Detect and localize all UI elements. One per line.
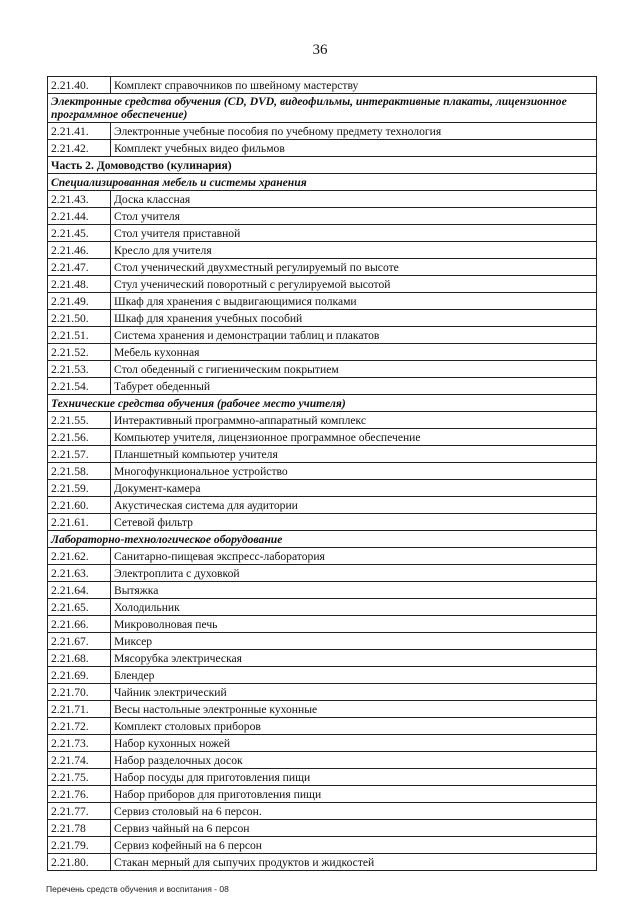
table-row — [48, 769, 597, 786]
section-heading: Специализированная мебель и системы хранения — [48, 174, 597, 191]
table-row — [48, 429, 597, 446]
item-number: 2.21.49. — [48, 293, 111, 310]
table-row — [48, 684, 597, 701]
item-number: 2.21.52. — [48, 344, 111, 361]
table-row — [48, 412, 597, 429]
section-heading: Технические средства обучения (рабочее место учителя) — [48, 395, 597, 412]
table-row — [48, 77, 597, 94]
item-number: 2.21.65. — [48, 599, 111, 616]
item-number: 2.21.43. — [48, 191, 111, 208]
item-name: Компьютер учителя, лицензионное программное обеспечение — [111, 429, 597, 446]
item-name: Блендер — [111, 667, 597, 684]
equipment-table-body — [48, 77, 597, 871]
item-number: 2.21.63. — [48, 565, 111, 582]
item-name: Набор кухонных ножей — [111, 735, 597, 752]
item-name: Сервиз столовый на 6 персон. — [111, 803, 597, 820]
item-name: Документ-камера — [111, 480, 597, 497]
item-number: 2.21.62. — [48, 548, 111, 565]
item-name: Микроволновая печь — [111, 616, 597, 633]
table-row — [48, 361, 597, 378]
table-row — [48, 480, 597, 497]
item-number: 2.21.57. — [48, 446, 111, 463]
item-name: Вытяжка — [111, 582, 597, 599]
item-number: 2.21.54. — [48, 378, 111, 395]
item-name: Кресло для учителя — [111, 242, 597, 259]
table-row — [48, 599, 597, 616]
item-number: 2.21.46. — [48, 242, 111, 259]
table-row — [48, 718, 597, 735]
table-row — [48, 344, 597, 361]
item-name: Табурет обеденный — [111, 378, 597, 395]
table-row — [48, 701, 597, 718]
table-row — [48, 378, 597, 395]
table-row — [48, 582, 597, 599]
table-row — [48, 650, 597, 667]
item-number: 2.21.66. — [48, 616, 111, 633]
item-number: 2.21.76. — [48, 786, 111, 803]
part-heading: Часть 2. Домоводство (кулинария) — [48, 157, 597, 174]
item-name: Сетевой фильтр — [111, 514, 597, 531]
item-number: 2.21.64. — [48, 582, 111, 599]
table-row — [48, 803, 597, 820]
section-heading-row — [48, 531, 597, 548]
section-heading-row — [48, 395, 597, 412]
table-row — [48, 242, 597, 259]
item-name: Стол учителя приставной — [111, 225, 597, 242]
item-name: Холодильник — [111, 599, 597, 616]
item-name: Шкаф для хранения с выдвигающимися полками — [111, 293, 597, 310]
item-number: 2.21.58. — [48, 463, 111, 480]
table-row — [48, 276, 597, 293]
item-name: Электронные учебные пособия по учебному предмету технология — [111, 123, 597, 140]
item-name: Набор посуды для приготовления пищи — [111, 769, 597, 786]
table-row — [48, 820, 597, 837]
item-name: Электроплита с духовкой — [111, 565, 597, 582]
page-number: 36 — [312, 42, 328, 58]
section-heading: Электронные средства обучения (CD, DVD, видеофильмы, интерактивные плакаты, лицензионное программное обеспечение) — [48, 94, 597, 123]
item-number: 2.21.60. — [48, 497, 111, 514]
table-row — [48, 786, 597, 803]
section-heading: Лабораторно-технологическое оборудование — [48, 531, 597, 548]
item-name: Стол учителя — [111, 208, 597, 225]
table-row — [48, 310, 597, 327]
section-heading-row — [48, 174, 597, 191]
item-name: Акустическая система для аудитории — [111, 497, 597, 514]
table-row — [48, 225, 597, 242]
item-number: 2.21.72. — [48, 718, 111, 735]
item-number: 2.21.42. — [48, 140, 111, 157]
table-row — [48, 140, 597, 157]
table-row — [48, 327, 597, 344]
item-name: Комплект столовых приборов — [111, 718, 597, 735]
item-number: 2.21.51. — [48, 327, 111, 344]
equipment-table — [47, 76, 597, 871]
item-number: 2.21.48. — [48, 276, 111, 293]
item-number: 2.21.41. — [48, 123, 111, 140]
item-name: Планшетный компьютер учителя — [111, 446, 597, 463]
item-number: 2.21.77. — [48, 803, 111, 820]
item-number: 2.21.47. — [48, 259, 111, 276]
item-number: 2.21.78 — [48, 820, 111, 837]
item-name: Доска классная — [111, 191, 597, 208]
item-number: 2.21.59. — [48, 480, 111, 497]
item-number: 2.21.40. — [48, 77, 111, 94]
item-name: Сервиз кофейный на 6 персон — [111, 837, 597, 854]
item-number: 2.21.71. — [48, 701, 111, 718]
item-name: Стол ученический двухместный регулируемый по высоте — [111, 259, 597, 276]
table-row — [48, 463, 597, 480]
item-number: 2.21.80. — [48, 854, 111, 871]
item-name: Мебель кухонная — [111, 344, 597, 361]
item-number: 2.21.44. — [48, 208, 111, 225]
table-row — [48, 123, 597, 140]
table-row — [48, 208, 597, 225]
item-name: Весы настольные электронные кухонные — [111, 701, 597, 718]
table-row — [48, 735, 597, 752]
table-row — [48, 548, 597, 565]
item-name: Многофункциональное устройство — [111, 463, 597, 480]
item-number: 2.21.55. — [48, 412, 111, 429]
table-row — [48, 633, 597, 650]
item-name: Набор разделочных досок — [111, 752, 597, 769]
item-number: 2.21.75. — [48, 769, 111, 786]
table-row — [48, 854, 597, 871]
item-number: 2.21.67. — [48, 633, 111, 650]
table-row — [48, 259, 597, 276]
item-number: 2.21.56. — [48, 429, 111, 446]
item-number: 2.21.61. — [48, 514, 111, 531]
item-name: Стакан мерный для сыпучих продуктов и жидкостей — [111, 854, 597, 871]
item-name: Стол обеденный с гигиеническим покрытием — [111, 361, 597, 378]
item-name: Комплект учебных видео фильмов — [111, 140, 597, 157]
table-row — [48, 616, 597, 633]
item-name: Миксер — [111, 633, 597, 650]
table-row — [48, 293, 597, 310]
table-row — [48, 667, 597, 684]
item-name: Стул ученический поворотный с регулируемой высотой — [111, 276, 597, 293]
item-name: Чайник электрический — [111, 684, 597, 701]
item-name: Сервиз чайный на 6 персон — [111, 820, 597, 837]
table-row — [48, 565, 597, 582]
item-name: Набор приборов для приготовления пищи — [111, 786, 597, 803]
table-row — [48, 191, 597, 208]
table-row — [48, 752, 597, 769]
item-name: Система хранения и демонстрации таблиц и плакатов — [111, 327, 597, 344]
item-number: 2.21.70. — [48, 684, 111, 701]
item-number: 2.21.69. — [48, 667, 111, 684]
item-number: 2.21.50. — [48, 310, 111, 327]
item-number: 2.21.53. — [48, 361, 111, 378]
table-row — [48, 514, 597, 531]
section-heading-row — [48, 94, 597, 123]
part-heading-row — [48, 157, 597, 174]
item-number: 2.21.68. — [48, 650, 111, 667]
item-name: Санитарно-пищевая экспресс-лаборатория — [111, 548, 597, 565]
item-name: Шкаф для хранения учебных пособий — [111, 310, 597, 327]
item-number: 2.21.74. — [48, 752, 111, 769]
item-number: 2.21.73. — [48, 735, 111, 752]
page-footer: Перечень средств обучения и воспитания - 08 — [46, 884, 229, 894]
table-row — [48, 837, 597, 854]
item-number: 2.21.79. — [48, 837, 111, 854]
table-row — [48, 446, 597, 463]
item-name: Интерактивный программно-аппаратный комплекс — [111, 412, 597, 429]
table-row — [48, 497, 597, 514]
item-name: Мясорубка электрическая — [111, 650, 597, 667]
item-name: Комплект справочников по швейному мастерству — [111, 77, 597, 94]
item-number: 2.21.45. — [48, 225, 111, 242]
